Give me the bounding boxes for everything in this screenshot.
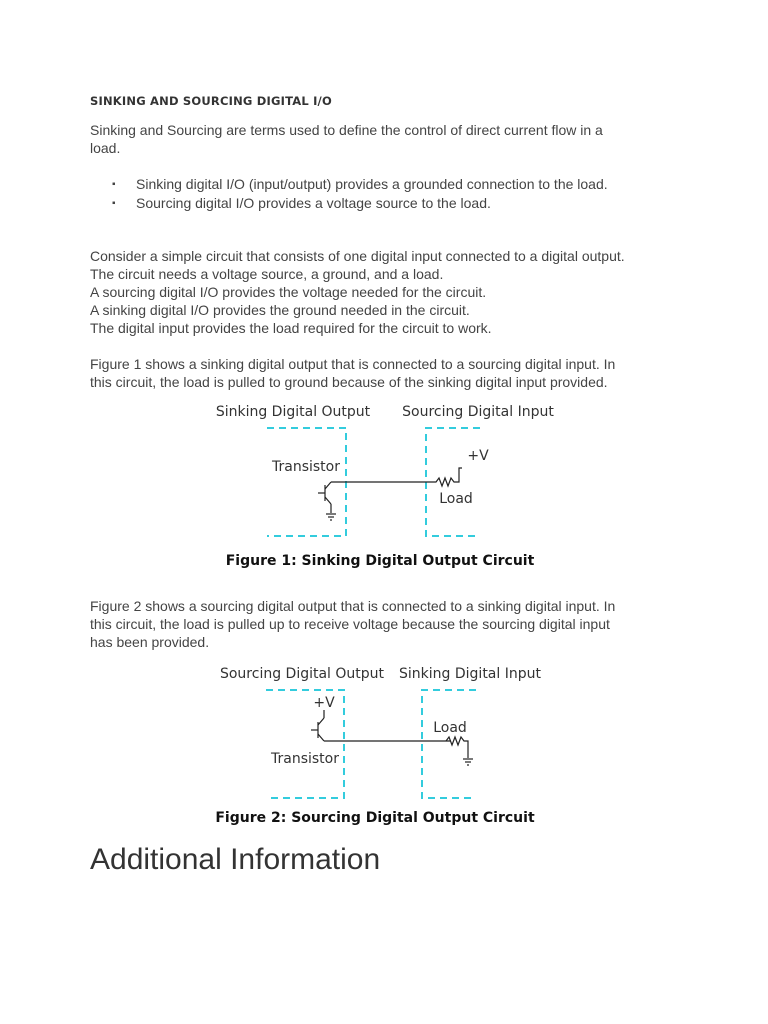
figure2-transistor-label: Transistor <box>271 751 339 767</box>
figure2-text-line: has been provided. <box>90 634 210 650</box>
bullet-icon: ▪ <box>112 198 116 209</box>
figure2-text-line: this circuit, the load is pulled up to receive voltage because the sourcing digital input <box>90 616 610 632</box>
consider-line: A sourcing digital I/O provides the voltage needed for the circuit. <box>90 284 487 300</box>
list-item-text: Sinking digital I/O (input/output) provides a grounded connection to the load. <box>136 176 608 192</box>
figure2-text-line: Figure 2 shows a sourcing digital output that is connected to a sinking digital input. In <box>90 598 616 614</box>
figure2-right-label: Sinking Digital Input <box>399 666 541 682</box>
bullet-icon: ▪ <box>112 179 116 190</box>
section-heading: SINKING AND SOURCING DIGITAL I/O <box>90 94 332 108</box>
figure1-left-label: Sinking Digital Output <box>215 404 371 420</box>
intro-line: Sinking and Sourcing are terms used to define the control of direct current flow in a <box>90 122 603 138</box>
consider-line: A sinking digital I/O provides the ground needed in the circuit. <box>90 302 470 318</box>
intro-line: load. <box>90 140 121 156</box>
figure2-resistor-icon <box>446 737 468 758</box>
figure1-plus-v-label: +V <box>467 448 489 464</box>
figure1-transistor-label: Transistor <box>272 459 340 475</box>
additional-information-heading: Additional Information <box>90 843 381 876</box>
consider-line: The circuit needs a voltage source, a ground, and a load. <box>90 266 444 282</box>
figure2-caption: Figure 2: Sourcing Digital Output Circuit <box>215 810 535 826</box>
figure1-text-line: this circuit, the load is pulled to ground because of the sinking digital input provided. <box>90 374 608 390</box>
consider-line: The digital input provides the load required for the circuit to work. <box>90 320 492 336</box>
list-item-text: Sourcing digital I/O provides a voltage source to the load. <box>136 195 491 211</box>
figure2-ground-icon <box>463 759 473 765</box>
figure1-text-line: Figure 1 shows a sinking digital output that is connected to a sourcing digital input. In <box>90 356 616 372</box>
figure1-load-label: Load <box>439 491 473 507</box>
figure1-caption: Figure 1: Sinking Digital Output Circuit <box>225 553 535 569</box>
figure2-transistor-icon <box>311 710 451 741</box>
figure1-right-label: Sourcing Digital Input <box>402 404 554 420</box>
figure2-left-label: Sourcing Digital Output <box>219 666 385 682</box>
figure2-plus-v-label: +V <box>313 695 335 711</box>
figure2-load-label: Load <box>433 720 467 736</box>
consider-line: Consider a simple circuit that consists of one digital input connected to a digital output. <box>90 248 625 264</box>
